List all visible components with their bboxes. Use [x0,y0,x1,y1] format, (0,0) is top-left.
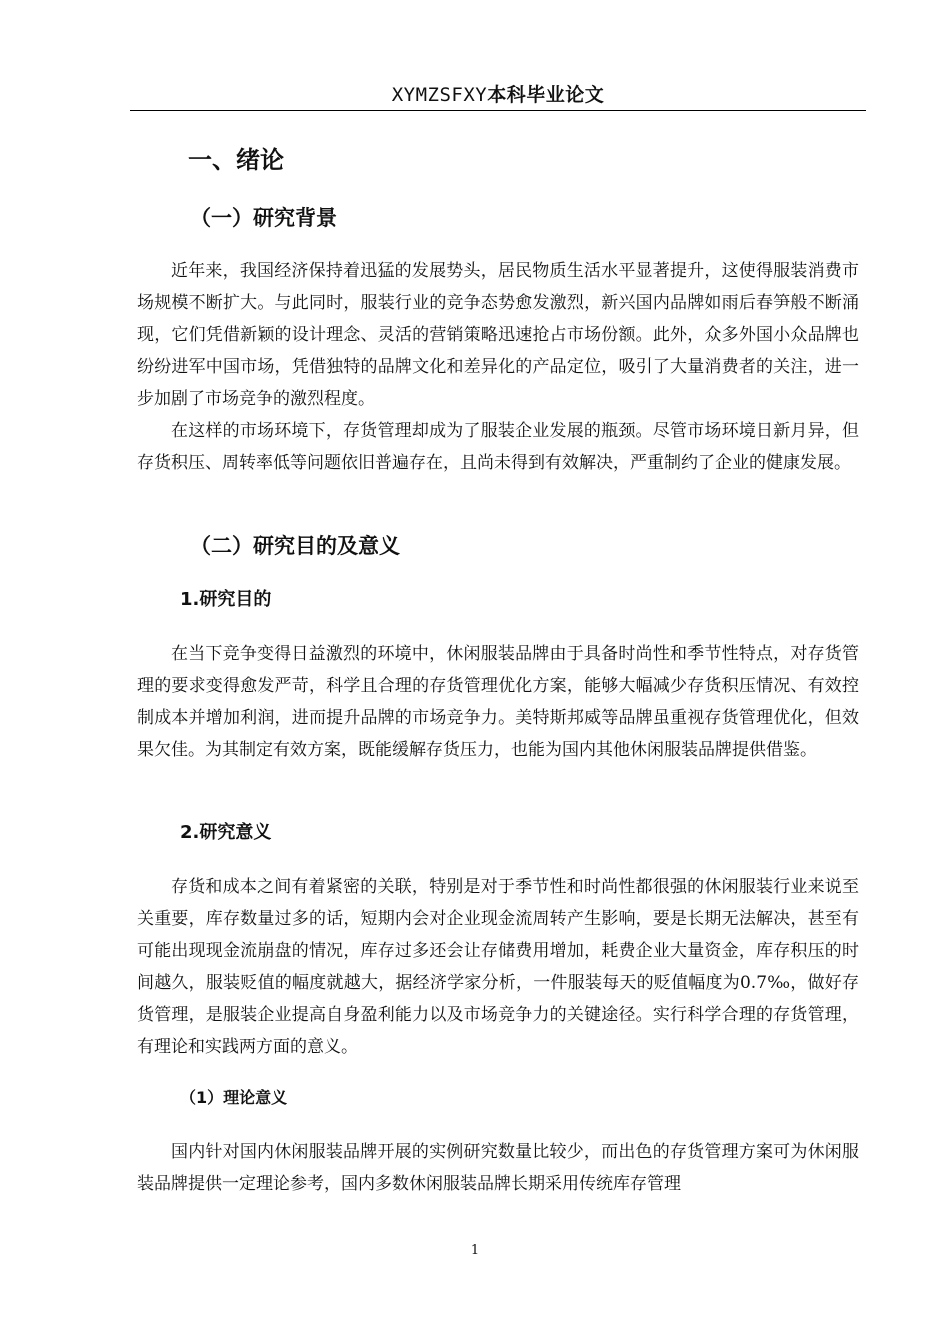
header-text [392,84,605,106]
subsection-heading-purpose: 1.研究目的 [180,589,272,610]
page-number: 1 [470,1243,480,1258]
header-title: 本科毕业论文 [487,84,605,106]
subsection-heading-theory: （1）理论意义 [180,1088,288,1107]
chapter-heading: 一、绪论 [188,146,284,174]
paragraph-theory-1: 国内针对国内休闲服装品牌开展的实例研究数量比较少，而出色的存货管理方案可为休闲服装品牌提供一定理论参考，国内多数休闲服装品牌长期采用传统库存管理 [137,1142,859,1194]
subsection-heading-significance: 2.研究意义 [180,822,272,843]
paragraph-background-1: 近年来，我国经济保持着迅猛的发展势头，居民物质生活水平显著提升，这使得服装消费市场规模不断扩大。与此同时，服装行业的竞争态势愈发激烈，新兴国内品牌如雨后春笋般不断涌现，它们凭借新颖的设计理念、灵活的营销策略迅速抢占市场份额。此外，众多外国小众品牌也纷纷进军中国市场，凭借独特的品牌文化和差异化的产品定位，吸引了大量消费者的关注，进一步加剧了市场竞争的激烈程度。 [137,261,859,409]
paragraph-background-2: 在这样的市场环境下，存货管理却成为了服装企业发展的瓶颈。尽管市场环境日新月异，但存货积压、周转率低等问题依旧普遍存在，且尚未得到有效解决，严重制约了企业的健康发展。 [137,421,859,473]
paragraph-purpose-1: 在当下竞争变得日益激烈的环境中，休闲服装品牌由于具备时尚性和季节性特点，对存货管理的要求变得愈发严苛，科学且合理的存货管理优化方案，能够大幅减少存货积压情况、有效控制成本并增加利润，进而提升品牌的市场竞争力。美特斯邦威等品牌虽重视存货管理优化，但效果欠佳。为其制定有效方案，既能缓解存货压力，也能为国内其他休闲服装品牌提供借鉴。 [137,644,859,760]
paragraph-significance-1: 存货和成本之间有着紧密的关联，特别是对于季节性和时尚性都很强的休闲服装行业来说至关重要，库存数量过多的话，短期内会对企业现金流周转产生影响，要是长期无法解决，甚至有可能出现现金流崩盘的情况，库存过多还会让存储费用增加，耗费企业大量资金，库存积压的时间越久，服装贬值的幅度就越大，据经济学家分析，一件服装每天的贬值幅度为0.7‰，做好存货管理，是服装企业提高自身盈利能力以及市场竞争力的关键途径。实行科学合理的存货管理，有理论和实践两方面的意义。 [137,877,859,1057]
header-code: XYMZSFXY [391,84,488,106]
section-heading-background: （一）研究背景 [190,206,337,230]
section-heading-purpose: （二）研究目的及意义 [190,534,400,558]
page-header [130,80,866,111]
